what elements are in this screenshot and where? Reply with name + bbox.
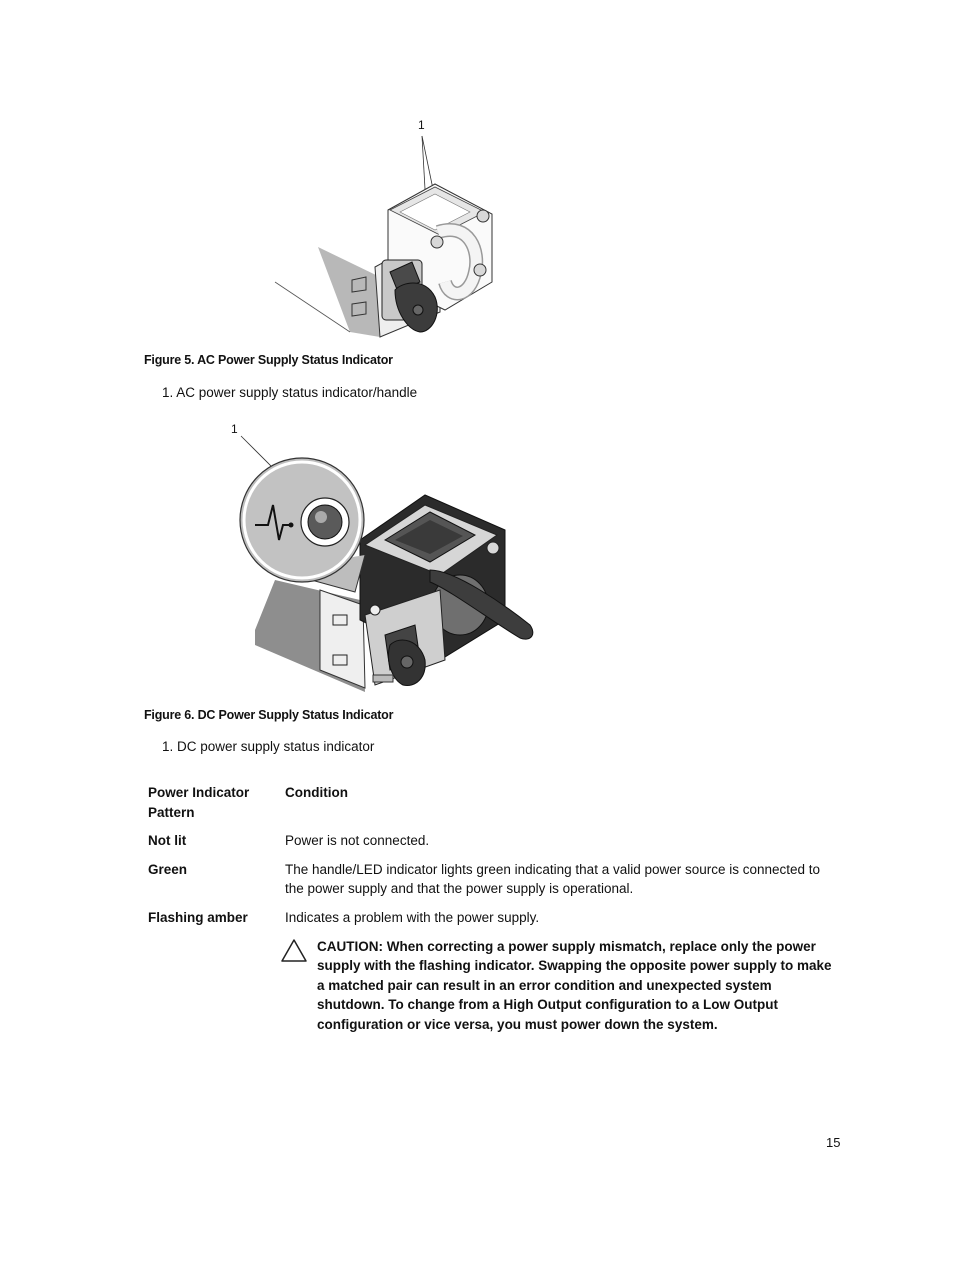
- table-row: [148, 860, 838, 908]
- table-cell-condition: Power is not connected.: [285, 833, 430, 848]
- figure5-caption: Figure 5. AC Power Supply Status Indicator: [144, 353, 393, 367]
- table-cell-pattern: Flashing amber: [148, 909, 248, 925]
- table-row: [148, 831, 838, 860]
- table-cell-condition: The handle/LED indicator lights green indicating that a valid power source is connected to the power supply and that the power supply is operational.: [285, 861, 821, 896]
- caution-text: CAUTION: When correcting a power supply mismatch, replace only the power supply with the flashing indicator. Swapping the opposite power supply to make a matched pair can result in an error condition and unexpected system shutdown. To change from a High Output configuration to a Low Output configuration or vice versa, you must power down the system.: [317, 939, 832, 1032]
- table-cell-pattern: Not lit: [148, 833, 187, 848]
- figure5-callout-number: 1: [418, 118, 425, 132]
- table-row: [148, 908, 838, 937]
- caution-note: [280, 937, 840, 1034]
- figure6-caption: Figure 6. DC Power Supply Status Indicator: [144, 708, 394, 722]
- power-indicator-table: [148, 783, 838, 936]
- table-header-condition: Condition: [285, 785, 348, 800]
- table-cell-pattern: Green: [148, 861, 188, 877]
- figure6-list-item: 1. DC power supply status indicator: [162, 739, 375, 754]
- figure6-callout-number: 1: [231, 422, 238, 436]
- caution-triangle-icon: [280, 938, 308, 963]
- figure5-list-item: 1. AC power supply status indicator/handle: [162, 385, 418, 400]
- page-number: 15: [826, 1135, 841, 1150]
- table-cell-condition: Indicates a problem with the power supply.: [285, 909, 540, 925]
- table-header-row: [148, 783, 838, 831]
- table-header-pattern: Power Indicator Pattern: [148, 785, 250, 820]
- figure5-illustration: [270, 132, 510, 342]
- figure6-illustration: [235, 430, 540, 692]
